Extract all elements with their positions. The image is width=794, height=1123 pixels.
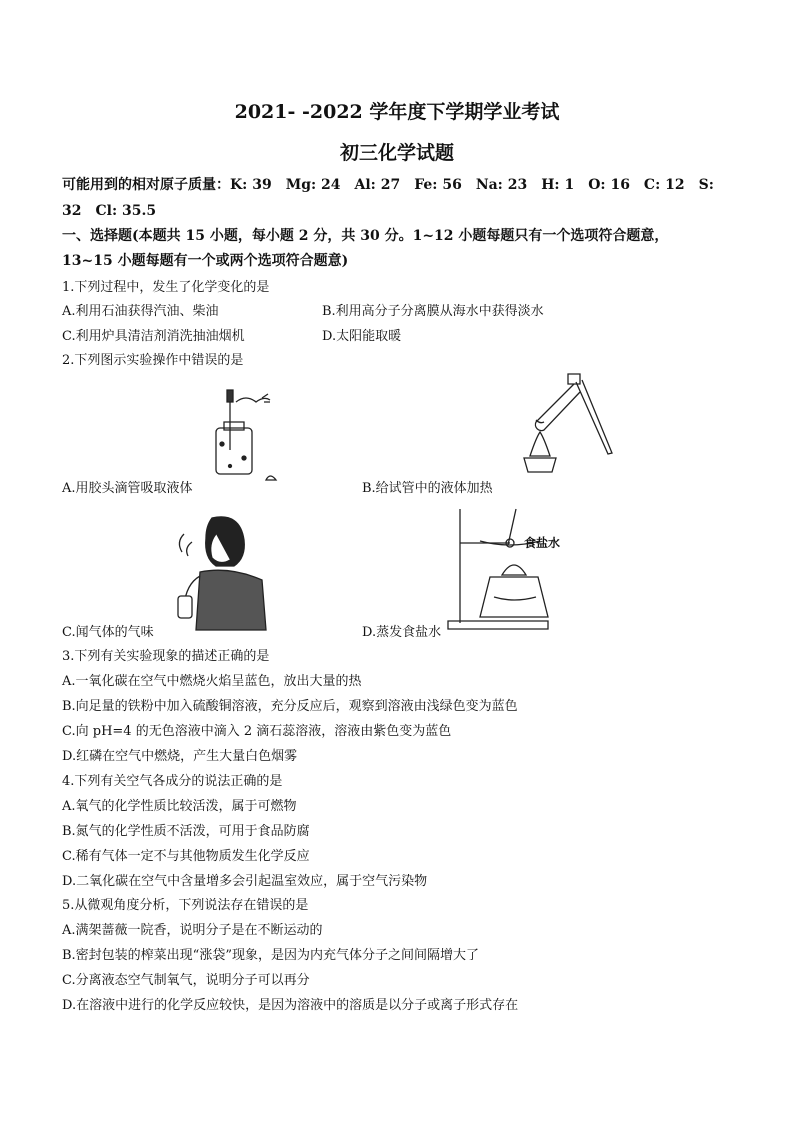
q5-option-b: B.密封包装的榨菜出现“涨袋”现象，是因为内充气体分子之间间隔增大了 bbox=[62, 948, 479, 963]
q3-option-a: A.一氧化碳在空气中燃烧火焰呈蓝色，放出大量的热 bbox=[62, 674, 362, 689]
q3-option-d: D.红磷在空气中燃烧，产生大量白色烟雾 bbox=[62, 749, 298, 764]
q2-stem: 2.下列图示实验操作中错误的是 bbox=[62, 353, 244, 368]
q5-option-a: A.满架蔷薇一院香，说明分子是在不断运动的 bbox=[62, 923, 323, 938]
q4-option-a: A.氧气的化学性质比较活泼，属于可燃物 bbox=[62, 799, 297, 814]
q1-stem: 1.下列过程中，发生了化学变化的是 bbox=[62, 280, 270, 295]
q3-stem: 3.下列有关实验现象的描述正确的是 bbox=[62, 649, 270, 664]
atomic-masses-line2: 32 Cl: 35.5 bbox=[62, 203, 157, 219]
section-heading-line2: 13~15 小题每题有一个或两个选项符合题意) bbox=[62, 253, 349, 269]
atomic-masses-line1: 可能用到的相对原子质量：K: 39 Mg: 24 Al: 27 Fe: 56 Na: 23 H: 1 O: 16 C: 12 S: bbox=[62, 177, 714, 193]
q5-option-c: C.分离液态空气制氧气，说明分子可以再分 bbox=[62, 973, 310, 988]
q1-option-b: B.利用高分子分离膜从海水中获得淡水 bbox=[322, 304, 544, 319]
figure-smelling-gas bbox=[160, 512, 270, 632]
q4-option-b: B.氮气的化学性质不活泼，可用于食品防腐 bbox=[62, 824, 310, 839]
figure-evaporation bbox=[440, 505, 590, 635]
q5-stem: 5.从微观角度分析，下列说法存在错误的是 bbox=[62, 898, 309, 913]
q3-option-b: B.向足量的铁粉中加入硫酸铜溶液，充分反应后，观察到溶液由浅绿色变为蓝色 bbox=[62, 699, 518, 714]
q4-option-d: D.二氧化碳在空气中含量增多会引起温室效应，属于空气污染物 bbox=[62, 874, 428, 889]
q3-option-c: C.向 pH=4 的无色溶液中滴入 2 滴石蕊溶液，溶液由紫色变为蓝色 bbox=[62, 724, 452, 739]
q1-option-a: A.利用石油获得汽油、柴油 bbox=[62, 304, 219, 319]
q2-option-a: A.用胶头滴管吸取液体 bbox=[62, 481, 193, 496]
q4-stem: 4.下列有关空气各成分的说法正确的是 bbox=[62, 774, 283, 789]
q1-option-d: D.太阳能取暖 bbox=[322, 329, 402, 344]
q5-option-d: D.在溶液中进行的化学反应较快，是因为溶液中的溶质是以分子或离子形式存在 bbox=[62, 998, 519, 1013]
q2-option-c: C.闻气体的气味 bbox=[62, 625, 154, 640]
subject-title: 初三化学试题 bbox=[339, 142, 454, 164]
figure-dropper-bottle bbox=[200, 388, 290, 488]
figure-d-label: 食盐水 bbox=[524, 536, 561, 550]
section-heading-line1: 一、选择题(本题共 15 小题，每小题 2 分，共 30 分。1~12 小题每题只有一个选项符合题意， bbox=[62, 228, 669, 244]
q1-option-c: C.利用炉具清洁剂消洗抽油烟机 bbox=[62, 329, 245, 344]
q2-option-b: B.给试管中的液体加热 bbox=[362, 481, 493, 496]
q4-option-c: C.稀有气体一定不与其他物质发生化学反应 bbox=[62, 849, 310, 864]
exam-title: 2021- -2022 学年度下学期学业考试 bbox=[234, 101, 560, 123]
q2-option-d: D.蒸发食盐水 bbox=[362, 625, 442, 640]
figure-heating-test-tube bbox=[510, 372, 620, 490]
